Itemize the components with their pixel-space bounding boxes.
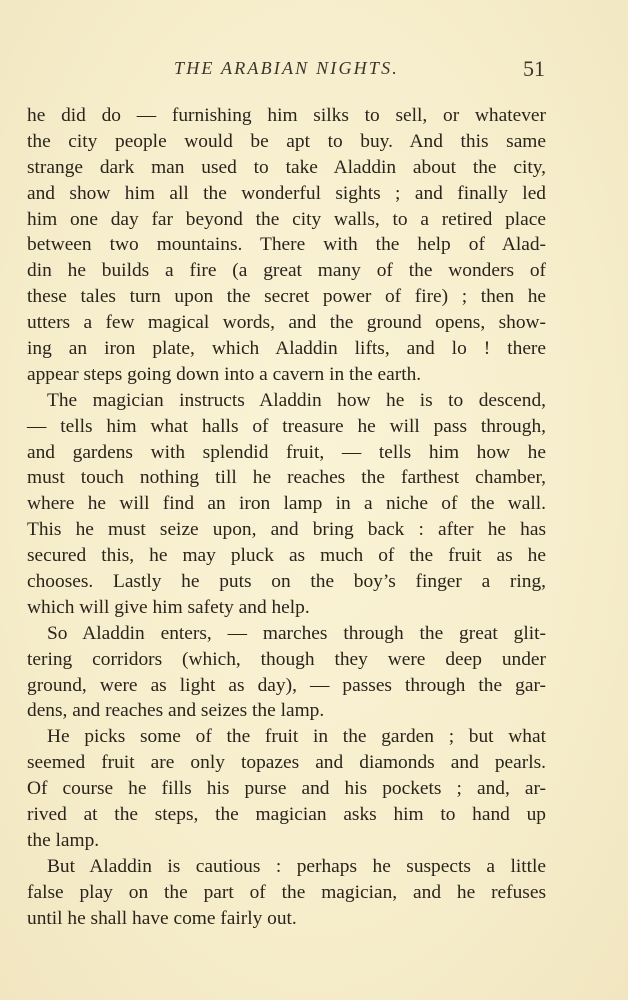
text-line: appear steps going down into a cavern in the earth. [27, 363, 422, 385]
text-line: and show him all the wonderful sights ; and finally led [27, 182, 546, 204]
text-line: This he must seize upon, and bring back : after he has [27, 519, 546, 541]
text-line: false play on the part of the magician, and he refuses [27, 881, 546, 903]
text-line: until he shall have come fairly out. [27, 907, 297, 929]
text-line: he did do — furnishing him silks to sell, or whatever [27, 105, 546, 126]
text-line: between two mountains. There with the help of Alad- [27, 234, 546, 256]
text-line: seemed fruit are only topazes and diamonds and pearls. [27, 752, 546, 774]
text-line: ing an iron plate, which Aladdin lifts, and lo ! there [27, 338, 546, 360]
text-line: where he will find an iron lamp in a niche of the wall. [27, 493, 546, 515]
text-line: tering corridors (which, though they were deep under [27, 648, 546, 670]
text-line: The magician instructs Aladdin how he is to descend, [47, 389, 546, 411]
text-line: utters a few magical words, and the ground opens, show- [27, 312, 546, 334]
text-line: which will give him safety and help. [27, 596, 310, 618]
running-head [28, 58, 545, 88]
text-line: strange dark man used to take Aladdin about the city, [27, 156, 546, 178]
text-line: — tells him what halls of treasure he will pass through, [27, 415, 546, 437]
text-line: chooses. Lastly he puts on the boy’s finger a ring, [27, 571, 546, 593]
text-line: So Aladdin enters, — marches through the great glit- [47, 622, 546, 644]
text-line: must touch nothing till he reaches the farthest chamber, [27, 467, 546, 489]
text-line: Of course he fills his purse and his pockets ; and, ar- [27, 778, 546, 800]
text-line: him one day far beyond the city walls, to a retired place [27, 208, 546, 230]
text-line: ground, were as light as day), — passes through the gar- [27, 674, 546, 696]
body-text [27, 103, 546, 932]
text-line: dens, and reaches and seizes the lamp. [27, 700, 325, 722]
text-line: rived at the steps, the magician asks him to hand up [27, 804, 546, 826]
text-line: these tales turn upon the secret power of fire) ; then he [27, 286, 546, 308]
running-title: THE ARABIAN NIGHTS. [174, 58, 399, 78]
text-line: But Aladdin is cautious : perhaps he suspects a little [47, 855, 546, 877]
text-line: and gardens with splendid fruit, — tells him how he [27, 441, 546, 463]
text-line: the lamp. [27, 829, 100, 851]
text-line: din he builds a fire (a great many of the wonders of [27, 260, 546, 282]
text-line: secured this, he may pluck as much of the fruit as he [27, 545, 546, 567]
text-line: He picks some of the fruit in the garden ; but what [47, 726, 546, 748]
page-number: 51 [523, 56, 545, 81]
text-line: the city people would be apt to buy. And this same [27, 130, 546, 152]
